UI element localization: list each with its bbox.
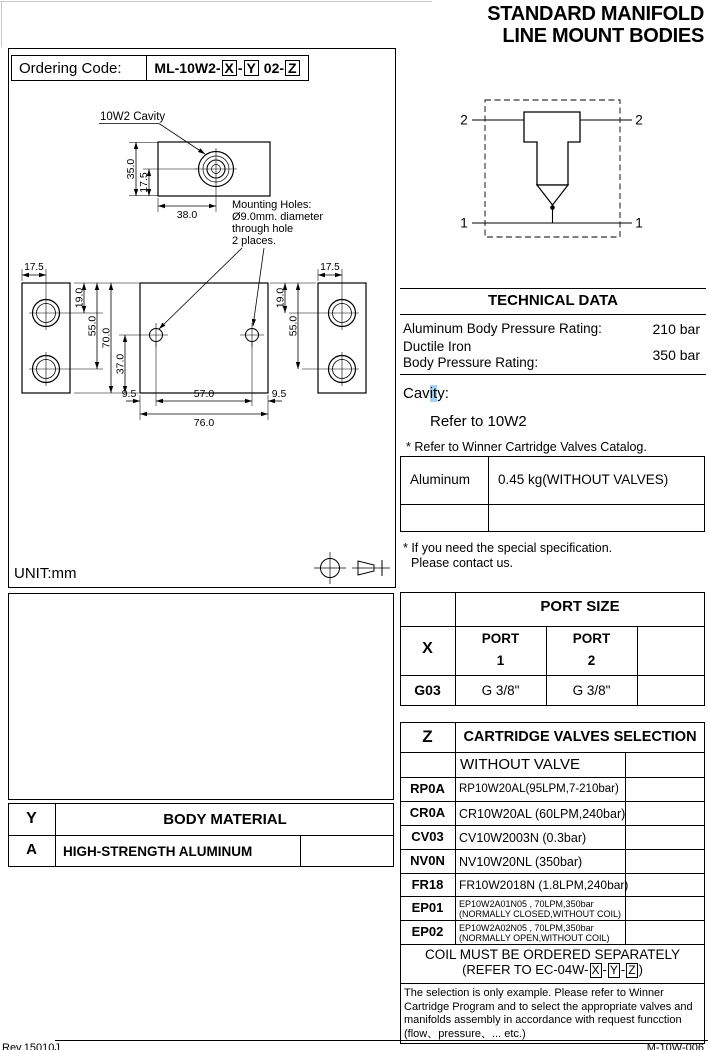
dim-38: 38.0: [176, 209, 198, 221]
dim-35: 35.0: [125, 158, 137, 180]
mounting-note-line4: 2 places.: [232, 235, 277, 247]
datum-target-icon: [314, 552, 346, 584]
cartridge-vline-codes: [455, 722, 456, 944]
coil-note-line1: COIL MUST BE ORDERED SEPARATELY: [424, 947, 681, 962]
cavity-value: Refer to 10W2: [430, 413, 527, 430]
valve-code: NV0N: [410, 853, 445, 868]
coil-code-y: Y: [609, 963, 618, 977]
dimension-drawing: [8, 48, 396, 588]
coil-note-pre: (REFER TO EC-04W-: [462, 962, 589, 977]
cartridge-hline: [400, 777, 705, 778]
footer-doc-number: M-10W-006: [646, 1042, 704, 1050]
coil-code-z: Z: [628, 963, 636, 977]
mounting-note-line1: Mounting Holes:: [232, 199, 312, 211]
divider: [400, 288, 706, 289]
technical-data-title: TECHNICAL DATA: [488, 292, 618, 309]
footer-revision: Rev.15010J: [2, 1042, 60, 1050]
scan-line-left: [1, 1, 2, 47]
port1-header: PORT: [481, 631, 520, 646]
port-size-col-x: X: [422, 640, 433, 657]
dim-9-5-right: 9.5: [271, 388, 287, 400]
pressure-rating-aluminum-value: 210 bar: [652, 321, 700, 337]
port-size-title: PORT SIZE: [540, 598, 620, 615]
valve-code: FR18: [411, 877, 444, 892]
port-size-hline: [400, 626, 705, 627]
coil-sep1: -: [602, 962, 607, 977]
bottom-dimensions: [126, 342, 282, 420]
pressure-rating-iron-label-line1: Ductile Iron: [403, 339, 472, 354]
cartridge-hline: [400, 801, 705, 802]
pressure-rating-aluminum-label: Aluminum Body Pressure Rating:: [403, 321, 602, 336]
cartridge-hline: [400, 944, 705, 945]
cartridge-hline: [400, 873, 705, 874]
schematic-port-2-left: 2: [460, 112, 468, 128]
valve-desc: EP10W2A01N05 , 70LPM,350bar: [459, 899, 594, 909]
body-material-vline: [300, 835, 301, 867]
schematic-port-1-right: 1: [635, 215, 643, 231]
valve-desc-line2: (NORMALLY CLOSED,WITHOUT COIL): [459, 909, 622, 919]
body-material-hline: [8, 835, 394, 836]
valve-desc: NV10W20NL (350bar): [459, 855, 583, 869]
weight-table-divider: [488, 456, 489, 532]
valve-code: CV03: [411, 829, 444, 844]
dim-55-right: 55.0: [287, 315, 300, 337]
port2-number: 2: [587, 653, 596, 668]
coil-sep2: -: [620, 962, 626, 977]
cartridge-col-z: Z: [422, 727, 433, 746]
empty-panel: [8, 593, 394, 800]
ordering-code-label: Ordering Code:: [19, 59, 122, 77]
port-size-hline: [400, 675, 705, 676]
cartridge-vline-right: [625, 752, 626, 944]
cavity-label: [403, 385, 449, 402]
port-size-row-port1: G 3/8": [481, 683, 520, 698]
valve-desc: CR10W20AL (60LPM,240bar): [459, 807, 626, 821]
port-size-row-code: G03: [414, 682, 441, 698]
dim-9-5-left: 9.5: [121, 388, 137, 400]
body-material-title: BODY MATERIAL: [163, 811, 287, 828]
unit-label: UNIT:mm: [14, 565, 77, 582]
body-material-col-y: Y: [26, 810, 37, 827]
valve-desc: RP10W20AL(95LPM,7-210bar): [459, 783, 619, 795]
selection-footnote: The selection is only example. Please refer to Winner Cartridge Program and to select the appropriate valves and manifolds assembly in accordance with request funcction (flow、pressure、... etc.): [404, 987, 693, 1040]
cavity-callout: [99, 124, 205, 155]
selection-highlight: it: [429, 385, 438, 402]
cavity-label-post: y:: [437, 385, 449, 402]
cavity-callout-label: 10W2 Cavity: [100, 111, 166, 123]
third-angle-projection-icon: [352, 560, 390, 576]
ordering-code-sep1: -: [237, 60, 243, 76]
port-size-vline: [637, 626, 638, 706]
cavity-label-pre: Cav: [403, 385, 430, 402]
coil-note-line2: [400, 963, 705, 978]
ordering-code-x: X: [222, 60, 237, 77]
side-view-left: [22, 283, 70, 393]
dim-76: 76.0: [193, 417, 215, 429]
dim-17-5-top: 17.5: [138, 172, 150, 193]
divider: [400, 314, 706, 315]
pressure-rating-iron-value: 350 bar: [652, 347, 700, 363]
dim-55-left: 55.0: [86, 315, 99, 337]
body-material-row-code: A: [26, 841, 37, 858]
valve-code: CR0A: [409, 805, 446, 820]
cartridge-hline: [400, 849, 705, 850]
page-title-line2: LINE MOUNT BODIES: [502, 25, 704, 48]
weight-value: 0.45 kg(WITHOUT VALVES): [498, 472, 669, 487]
page-title-line1: STANDARD MANIFOLD: [487, 3, 704, 25]
valve-code: EP02: [411, 924, 444, 939]
weight-material: Aluminum: [410, 472, 471, 487]
side-view-right: [318, 283, 366, 393]
valve-desc-line2: (NORMALLY OPEN,WITHOUT COIL): [459, 933, 610, 943]
without-valve-option: WITHOUT VALVE: [460, 756, 581, 773]
dim-37: 37.0: [114, 353, 127, 375]
coil-code-x: X: [591, 963, 600, 977]
special-note-line2: Please contact us.: [411, 556, 514, 570]
weight-table: [400, 456, 705, 532]
ordering-code-y: Y: [244, 60, 259, 77]
cartridge-hline: [400, 825, 705, 826]
cartridge-hline: [400, 896, 705, 897]
cavity-note: * Refer to Winner Cartridge Valves Catalog.: [406, 440, 647, 454]
valve-code: RP0A: [410, 781, 445, 796]
schematic-port-2-right: 2: [635, 112, 643, 128]
valve-desc: EP10W2A02N05 , 70LPM,350bar: [459, 923, 594, 933]
dim-19-left: 19.0: [73, 287, 86, 309]
ordering-code-z: Z: [285, 60, 300, 77]
pressure-rating-iron-label-line2: Body Pressure Rating:: [403, 355, 539, 370]
mounting-note-line2: Ø9.0mm. diameter: [232, 211, 324, 223]
special-note-line1: * If you need the special specification.: [403, 541, 613, 555]
port2-header: PORT: [572, 631, 611, 646]
coil-note-post: ): [638, 962, 643, 977]
dim-57: 57.0: [193, 388, 215, 400]
divider: [400, 374, 706, 375]
cartridge-hline: [400, 920, 705, 921]
valve-desc: FR10W2018N (1.8LPM,240bar): [459, 878, 629, 892]
dim-17-5-left: 17.5: [24, 262, 44, 273]
mounting-note-line3: through hole: [232, 223, 294, 235]
dim-17-5-right: 17.5: [320, 262, 340, 273]
valve-code: EP01: [411, 900, 444, 915]
cartridge-hline: [400, 752, 705, 753]
right-column: [400, 0, 706, 1050]
port-size-row-port2: G 3/8": [572, 683, 611, 698]
footer-line: [55, 1040, 708, 1041]
ordering-code-mid: 02-: [259, 60, 285, 76]
scan-line-top: [0, 1, 432, 2]
cartridge-hline: [400, 983, 705, 984]
body-material-row-desc: HIGH-STRENGTH ALUMINUM: [63, 844, 253, 859]
ordering-code-prefix: ML-10W2-: [154, 60, 221, 76]
dim-70: 70.0: [100, 327, 113, 349]
schematic-port-1-left: 1: [460, 215, 468, 231]
cartridge-title: CARTRIDGE VALVES SELECTION: [463, 729, 697, 745]
front-view: [140, 283, 268, 393]
valve-desc: CV10W2003N (0.3bar): [459, 831, 587, 845]
weight-table-row-divider: [400, 504, 705, 505]
port1-number: 1: [496, 653, 505, 668]
mounting-note-leaders: [159, 248, 264, 329]
dim-19-right: 19.0: [274, 287, 287, 309]
